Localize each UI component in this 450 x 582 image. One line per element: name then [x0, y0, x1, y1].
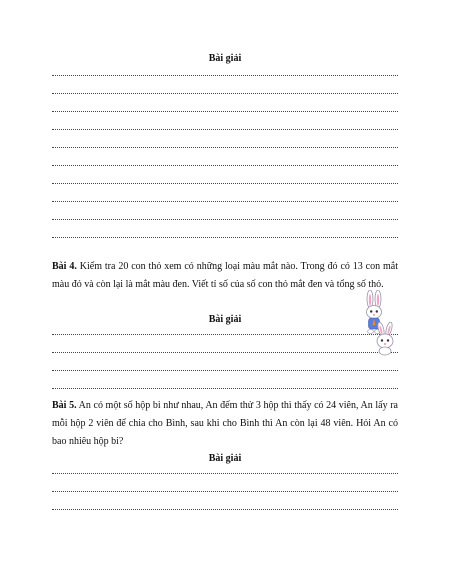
dotted-line	[52, 129, 398, 130]
bunny-icon	[372, 322, 398, 356]
dotted-line	[52, 147, 398, 148]
dotted-line	[52, 237, 398, 238]
dotted-line	[52, 165, 398, 166]
exercise-4-text: Kiểm tra 20 con thỏ xem có những loại màu mắt nào. Trong đó có 13 con mắt màu đỏ và còn lại là mắt màu đen. Viết tỉ số của số con thỏ mắt đen và tổng số thỏ.	[52, 261, 399, 290]
dotted-line	[52, 352, 398, 353]
dotted-line	[52, 334, 398, 335]
exercise-4-label: Bài 4.	[52, 261, 77, 272]
exercise-5	[52, 397, 398, 451]
dotted-line	[52, 183, 398, 184]
dotted-line	[52, 370, 398, 371]
dotted-line	[52, 388, 398, 389]
exercise-5-heading: Bài giải	[208, 453, 242, 464]
dotted-line	[52, 509, 398, 510]
section1-heading: Bài giải	[208, 53, 242, 64]
exercise-4-heading: Bài giải	[208, 314, 242, 325]
dotted-line	[52, 219, 398, 220]
dotted-line	[52, 491, 398, 492]
exercise-5-label: Bài 5.	[52, 400, 77, 411]
dotted-line	[52, 111, 398, 112]
dotted-line	[52, 93, 398, 94]
dotted-line	[52, 75, 398, 76]
dotted-line	[52, 473, 398, 474]
exercise-4	[52, 258, 398, 294]
exercise-5-text: An có một số hộp bi như nhau, An đếm thử 3 hộp thì thấy có 24 viên, An lấy ra mỗi hộp 2 viên để chia cho Bình, sau khi cho Bình thì An còn lại 48 viên. Hỏi An có bao nhiêu hộp bi?	[52, 400, 398, 447]
dotted-line	[52, 201, 398, 202]
